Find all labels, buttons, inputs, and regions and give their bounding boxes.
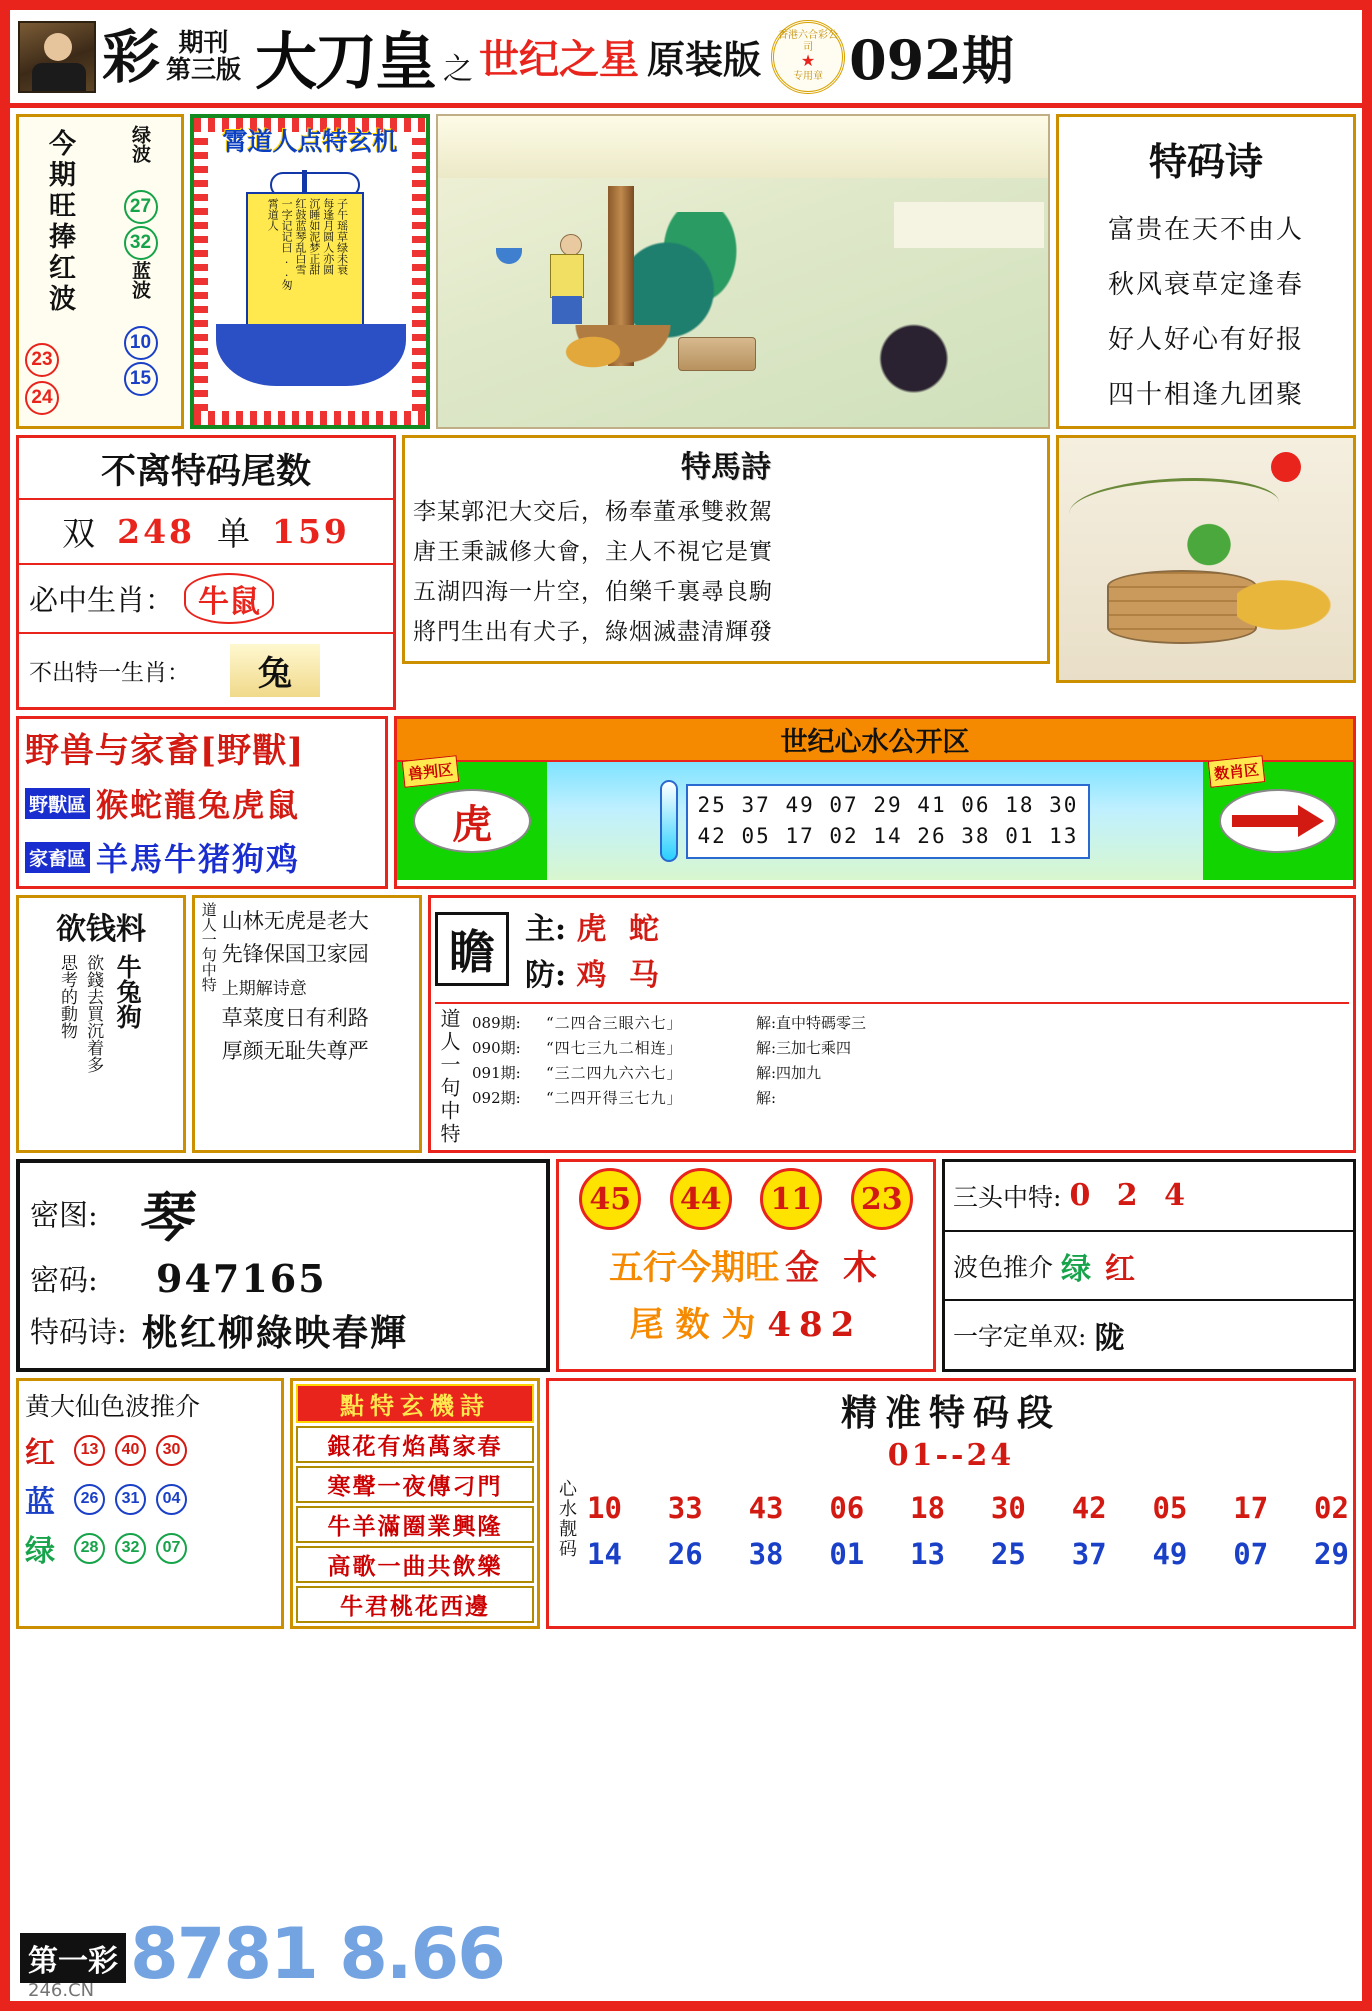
fishing-rod-shape [1069, 478, 1279, 538]
row-quote: “四七三九二相连」 [546, 1039, 683, 1057]
zhan-def-value: 鸡 马 [576, 958, 665, 993]
tips-number-row [698, 790, 1079, 822]
livestock-tag: 家畜區 [25, 842, 90, 873]
band-sixth [10, 1378, 1362, 1635]
huangdaxian-box [16, 1378, 284, 1629]
summary-box [942, 1159, 1356, 1372]
huangdaxian-title: 黄大仙色波推介 [25, 1392, 201, 1421]
wave-red-ball: 24 [25, 381, 59, 415]
sail-column: 一字记记曰..匆 [280, 198, 294, 290]
wuxing-value: 金 木 [785, 1248, 883, 1288]
daoren-line: 山林无虎是老大 [221, 909, 369, 933]
tips-number: 14 [873, 824, 903, 848]
precise-number: 29 [1314, 1537, 1349, 1571]
special-code-poem-title: 特码诗 [1148, 139, 1263, 184]
green-wave-label: 绿波 [129, 125, 151, 163]
seal-top-text: 香港六合彩公司 [778, 30, 839, 53]
precise-number-row-blue [587, 1537, 1349, 1571]
money-tip-column: 思考的動物 [57, 954, 77, 1039]
beast-values: 猴蛇龍兔虎鼠 [96, 786, 301, 824]
money-tip-columns [23, 954, 179, 1073]
watermark-overlay [10, 1909, 1362, 2001]
band-third [10, 716, 1362, 895]
previous-explain-label: 上期解诗意 [221, 979, 307, 999]
row-quote: “三二四九六六七」 [546, 1064, 683, 1082]
lucky-balls-row [565, 1168, 927, 1230]
tail-sum-row [565, 1297, 927, 1346]
brand-logo: 彩 [102, 22, 161, 91]
precise-number: 02 [1314, 1491, 1349, 1525]
band-second [10, 429, 1362, 716]
public-tips-body [397, 762, 1353, 880]
tail-single-label: 单 [217, 514, 250, 553]
huang-ball-red: 30 [156, 1435, 187, 1466]
green-wave-ball: 27 [124, 190, 158, 224]
tips-number: 17 [785, 824, 815, 848]
precise-number: 13 [910, 1537, 946, 1571]
tips-number: 13 [1049, 824, 1079, 848]
wave-color-row [945, 1232, 1353, 1302]
huang-row-red [25, 1428, 275, 1472]
beast-tag: 野獸區 [25, 788, 90, 819]
sail-column: 霄道人 [266, 198, 280, 231]
row-quote: “二四开得三七九」 [546, 1089, 683, 1107]
tail-sum-value: 482 [767, 1305, 863, 1345]
lucky-ball: 23 [851, 1168, 913, 1230]
issue-number-value: 092 [849, 28, 962, 92]
man-head [560, 234, 582, 256]
precise-number: 18 [910, 1491, 946, 1525]
star-icon: ★ [800, 53, 816, 71]
horse-poem-box [402, 435, 1050, 664]
hull-shape [216, 324, 406, 386]
zhan-character: 瞻 [435, 912, 509, 986]
precise-number: 25 [990, 1537, 1026, 1571]
public-tips-area [394, 716, 1356, 889]
precise-number: 43 [748, 1491, 784, 1525]
secret-image-label: 密图: [30, 1198, 98, 1232]
horse-poem-line: 李某郭汜大交后，杨奉董承雙救駕 [413, 499, 773, 525]
wave-color-green: 绿 [1061, 1251, 1092, 1287]
secret-poem-value: 桃红柳綠映春輝 [142, 1312, 409, 1354]
beast-judge-value: 虎 [413, 789, 531, 853]
precise-number: 05 [1152, 1491, 1188, 1525]
precise-range-body [553, 1479, 1349, 1583]
row-quote: “二四合三眼六七」 [546, 1014, 683, 1032]
zhan-def-label: 防: [525, 958, 567, 993]
tips-number: 07 [829, 792, 859, 817]
tips-number: 41 [917, 792, 947, 817]
row-issue: 090期: [472, 1039, 521, 1057]
tips-number: 38 [961, 824, 991, 848]
previous-explain-line: 厚颜无耻失尊严 [221, 1039, 369, 1063]
precise-number: 33 [667, 1491, 703, 1525]
tips-number: 29 [873, 792, 903, 817]
excluded-zodiac-row [19, 634, 393, 707]
lucky-ball: 45 [579, 1168, 641, 1230]
arrow-right-icon [1232, 801, 1324, 841]
precise-number: 14 [587, 1537, 622, 1571]
precise-number: 07 [1233, 1537, 1269, 1571]
man-legs [552, 296, 582, 324]
mystic-poem-line: 高歌一曲共飲樂 [296, 1546, 534, 1583]
daoren-line: 先锋保国卫家园 [221, 942, 369, 966]
number-zodiac-badge: 数肖区 [1208, 755, 1266, 788]
pots-shape [678, 337, 756, 371]
poster-panel [190, 114, 430, 429]
livestock-values: 羊馬牛猪狗鸡 [96, 840, 301, 878]
livestock-row [25, 834, 379, 880]
number-zodiac-zone [1203, 762, 1353, 880]
row-answer: 解:三加七乘四 [756, 1039, 852, 1057]
lucky-balls-box [556, 1159, 936, 1372]
wave-red-ball: 23 [25, 343, 59, 377]
frog-figure [1179, 516, 1239, 568]
wave-right-column [100, 117, 181, 426]
table-row [472, 1062, 1349, 1083]
horse-poem-title: 特馬詩 [681, 450, 771, 485]
tail-double-value: 248 [117, 512, 195, 551]
huang-ball-green: 32 [115, 1533, 146, 1564]
issue-number [849, 19, 1014, 94]
beast-livestock-title: 野兽与家畜[野獸] [25, 731, 305, 771]
row-issue: 091期: [472, 1064, 521, 1082]
tail-sum-label: 尾 数 为 [629, 1305, 756, 1345]
huang-row-blue [25, 1477, 275, 1521]
zhan-def-row [525, 950, 665, 994]
tips-number: 37 [741, 792, 771, 817]
wuxing-label: 五行今期旺 [609, 1248, 780, 1288]
three-head-row [945, 1162, 1353, 1232]
issue-number-suffix: 期 [961, 31, 1014, 92]
precise-number: 37 [1071, 1537, 1107, 1571]
tips-number-list [686, 784, 1091, 859]
beast-judge-zone [397, 762, 547, 880]
precise-range-title: 精准特码段 [840, 1392, 1061, 1434]
periodical-line-1: 期刊 [178, 28, 229, 58]
tips-number-panel [547, 762, 1203, 880]
blue-wave-ball: 10 [124, 326, 158, 360]
tips-number: 25 [697, 792, 727, 817]
title-connector: 之 [443, 51, 474, 87]
wuxing-row [565, 1240, 927, 1289]
tail-number-values [19, 500, 393, 565]
mystic-poem-line: 牛君桃花西邊 [296, 1586, 534, 1623]
fish-figure [1237, 572, 1347, 638]
precise-number: 06 [829, 1491, 865, 1525]
sail-column: 子午瑶草绿未衰 [335, 198, 349, 275]
huang-ball-red: 13 [74, 1435, 105, 1466]
poster-title: 霄道人点特玄机 [222, 127, 398, 156]
beast-row [25, 780, 379, 826]
blue-wave-ball: 15 [124, 362, 158, 396]
zhan-history [435, 1008, 1349, 1146]
portrait-image [18, 21, 96, 93]
wave-left-label: 今期旺捧红波 [44, 129, 75, 315]
secret-code-row [30, 1256, 536, 1301]
sun-shape [1271, 452, 1301, 482]
watermark-big-text: 8781 8.66 [130, 1913, 504, 1995]
tail-number-box [16, 435, 396, 710]
green-wave-ball: 32 [124, 226, 158, 260]
band-fifth [10, 1159, 1362, 1378]
previous-explain-line: 草菜度日有利路 [221, 1006, 369, 1030]
tail-double-label: 双 [62, 514, 96, 553]
tips-number: 42 [697, 824, 727, 848]
daoren-vertical-label: 道人一句中特 [199, 902, 218, 992]
wave-left-column [19, 117, 100, 426]
zhan-header [435, 902, 1349, 996]
huang-ball-green: 28 [74, 1533, 105, 1564]
three-head-value: 0 2 4 [1069, 1178, 1193, 1214]
money-tip-title: 欲钱料 [56, 912, 146, 947]
page-header [10, 10, 1362, 108]
row-answer: 解:四加九 [756, 1064, 822, 1082]
precise-number: 30 [990, 1491, 1026, 1525]
tips-number: 06 [961, 792, 991, 817]
series-name: 世纪之星 [479, 36, 640, 83]
sailboat-illustration [210, 164, 416, 422]
huang-ball-blue: 26 [74, 1484, 105, 1515]
zhan-history-table [472, 1008, 1349, 1146]
zhan-main-label: 主: [525, 912, 567, 947]
precise-range-value: 01--24 [887, 1438, 1015, 1473]
band-top [10, 108, 1362, 429]
one-char-odd-even-label: 一字定单双: [953, 1322, 1087, 1352]
precise-number: 26 [667, 1537, 703, 1571]
horse-poem-line: 唐王秉誠修大會，主人不視它是實 [413, 539, 773, 565]
special-code-poem-line: 四十相逢九团聚 [1107, 380, 1304, 410]
daoren-content [222, 902, 415, 1146]
precise-range-numbers [587, 1479, 1349, 1583]
beast-judge-badge: 兽判区 [402, 755, 460, 788]
sail-column: 沉睡如泥梦正甜 [307, 198, 321, 275]
tips-number-row [698, 821, 1079, 853]
huang-row-green [25, 1526, 275, 1570]
excluded-zodiac-label: 不出特一生肖： [29, 660, 190, 686]
seal-bottom-text: 专用章 [793, 71, 824, 83]
sail-text-block [248, 198, 366, 340]
man-body [550, 254, 584, 298]
wave-red-balls [25, 342, 59, 416]
wave-color-label: 波色推介 [953, 1252, 1054, 1282]
illustration-frog-and-well [1056, 435, 1356, 683]
row-issue: 092期: [472, 1089, 521, 1107]
zhan-main-def [525, 902, 665, 996]
must-hit-zodiac-row [19, 565, 393, 634]
periodical-line-2: 第三版 [166, 54, 242, 84]
thermometer-icon [660, 780, 678, 862]
secret-poem-label: 特码诗: [30, 1315, 127, 1349]
huang-ball-blue: 31 [115, 1484, 146, 1515]
huang-label-green: 绿 [25, 1534, 55, 1569]
lucky-ball: 11 [760, 1168, 822, 1230]
mystic-poem-line: 銀花有焰萬家春 [296, 1426, 534, 1463]
divider [435, 1002, 1349, 1004]
official-seal-icon [771, 20, 845, 94]
mystic-poem-title: 點特玄機詩 [296, 1384, 534, 1423]
precise-number: 01 [829, 1537, 865, 1571]
must-hit-zodiac-label: 必中生肖： [29, 583, 175, 617]
secret-image-glyph: 琴 [137, 1185, 197, 1249]
money-tip-animals: 牛兔狗 [113, 954, 143, 1029]
tips-number: 18 [1005, 792, 1035, 817]
sail-column: 每逢月圆人亦圆 [321, 198, 335, 275]
zhan-main-value: 虎 蛇 [576, 912, 665, 947]
huang-label-blue: 蓝 [25, 1485, 55, 1520]
sail-column: 红鼓蓝琴乱白雪 [294, 198, 307, 275]
tips-number: 05 [741, 824, 771, 848]
horse-poem-line: 將門生出有犬子，綠烟滅盡清輝發 [413, 619, 773, 645]
watermark-badge: 第一彩 [20, 1933, 126, 1983]
bowl-shape [496, 248, 522, 264]
tips-number: 01 [1005, 824, 1035, 848]
tips-number: 49 [785, 792, 815, 817]
must-hit-zodiac-value: 牛鼠 [184, 573, 274, 624]
excluded-zodiac-value: 兔 [230, 644, 320, 697]
row-answer: 解: [756, 1089, 777, 1107]
dog-figure [554, 330, 632, 374]
secret-code-label: 密码: [30, 1263, 98, 1297]
table-row [472, 1012, 1349, 1033]
edition-label: 原装版 [647, 37, 762, 82]
mystic-poem-line: 牛羊滿圈業興隆 [296, 1506, 534, 1543]
row-issue: 089期: [472, 1014, 521, 1032]
secret-image-row [30, 1175, 536, 1252]
man-figure [534, 228, 604, 324]
mystic-poem-box [290, 1378, 540, 1629]
horse-poem-line: 五湖四海一片空，伯樂千裏尋良駒 [413, 579, 773, 605]
beast-livestock-box [16, 716, 388, 889]
number-zodiac-value-wrap [1219, 789, 1337, 853]
tips-number: 30 [1049, 792, 1079, 817]
watermark-small-text: 246.CN [28, 1980, 95, 2001]
huang-ball-green: 07 [156, 1533, 187, 1564]
secret-poem-row [30, 1305, 536, 1356]
public-tips-title: 世纪心水公开区 [397, 719, 1353, 762]
table-row [472, 1087, 1349, 1108]
tail-single-value: 159 [272, 512, 350, 551]
wave-recommendation-box [16, 114, 184, 429]
tail-number-title: 不离特码尾数 [19, 438, 393, 500]
special-code-poem-line: 好人好心有好报 [1107, 325, 1304, 355]
huang-label-red: 红 [25, 1436, 55, 1471]
secret-code-value: 947165 [156, 1256, 327, 1301]
precise-number: 17 [1233, 1491, 1269, 1525]
precise-number: 38 [748, 1537, 784, 1571]
page-title: 大刀皇 [255, 25, 436, 98]
precise-range-box [546, 1378, 1356, 1629]
zhan-vertical-label: 道人一句中特 [437, 1008, 461, 1146]
daoren-hint-box [192, 895, 422, 1153]
zhan-forecast-box [428, 895, 1356, 1153]
special-code-poem-box [1056, 114, 1356, 429]
secret-code-box [16, 1159, 550, 1372]
precise-number: 42 [1071, 1491, 1107, 1525]
tips-number: 26 [917, 824, 947, 848]
special-code-poem-line: 富贵在天不由人 [1107, 215, 1304, 245]
illustration-man-and-dog [436, 114, 1050, 429]
mystic-poem-line: 寒聲一夜傳刁門 [296, 1466, 534, 1503]
tree-leaves-shape [634, 212, 744, 342]
huang-ball-blue: 04 [156, 1484, 187, 1515]
precise-number: 49 [1152, 1537, 1188, 1571]
well-shape [1107, 570, 1257, 644]
table-row [472, 1037, 1349, 1058]
row-answer: 解:直中特碼零三 [756, 1014, 867, 1032]
money-tip-column: 欲錢去買沉着多 [83, 954, 104, 1073]
precise-range-vertical-label: 心水靓码 [556, 1479, 577, 1559]
three-head-label: 三头中特: [953, 1182, 1062, 1212]
huang-ball-red: 40 [115, 1435, 146, 1466]
one-char-odd-even-value: 陇 [1094, 1321, 1125, 1357]
band-fourth [10, 895, 1362, 1159]
one-char-odd-even-row [945, 1301, 1353, 1369]
blue-wave-label: 蓝波 [129, 261, 151, 299]
wave-color-red: 红 [1105, 1251, 1136, 1287]
sail-shape [246, 192, 364, 342]
periodical-label [166, 30, 241, 83]
money-tip-box [16, 895, 186, 1153]
special-code-poem-line: 秋风衰草定逢春 [1107, 270, 1304, 300]
precise-number-row-red [587, 1491, 1349, 1525]
tips-number: 02 [829, 824, 859, 848]
illustration-sky [438, 116, 1048, 178]
precise-number: 10 [587, 1491, 622, 1525]
lucky-ball: 44 [670, 1168, 732, 1230]
illustration-overlay [894, 202, 1044, 248]
zhan-main-row [525, 904, 665, 948]
